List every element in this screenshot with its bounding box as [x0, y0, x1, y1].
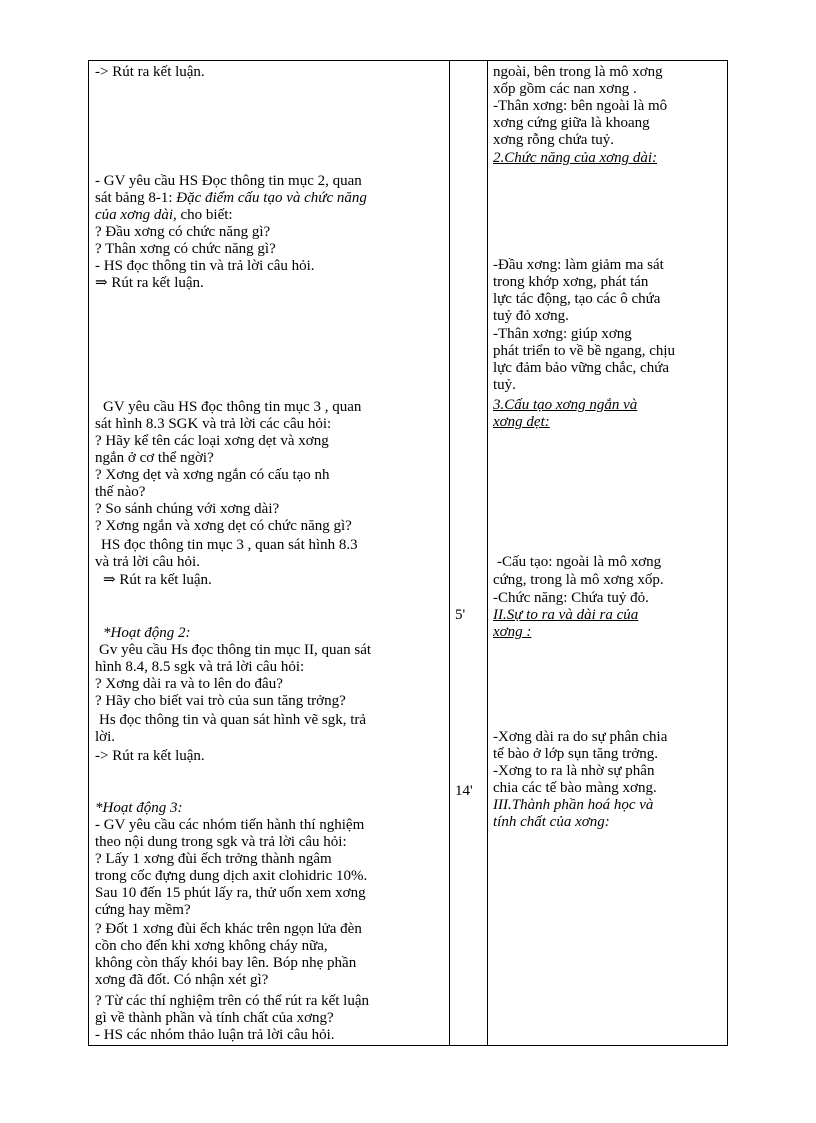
text-line: trong khớp xơng, phát tán — [493, 274, 649, 290]
section-heading: xơng dẹt: — [493, 414, 550, 430]
text-line: -Xơng to ra là nhờ sự phân — [493, 763, 655, 779]
text-line: - GV yêu cầu HS Đọc thông tin mục 2, quan — [95, 173, 362, 189]
text-line: -Thân xơng: giúp xơng — [493, 326, 632, 342]
text-line: chia các tế bào màng xơng. — [493, 780, 657, 796]
text-line: sát hình 8.3 SGK và trả lời các câu hỏi: — [95, 416, 332, 432]
time-value: 5' — [455, 607, 466, 623]
text-line: cứng hay mềm? — [95, 902, 191, 918]
text-line: -Thân xơng: bên ngoài là mô — [493, 98, 668, 114]
activity-heading: *Hoạt động 2: — [103, 625, 191, 641]
section-heading: 2.Chức năng của xơng dài: — [493, 150, 658, 166]
section-heading: II.Sự to ra và dài ra của — [493, 607, 639, 623]
text-line: - GV yêu cầu các nhóm tiến hành thí nghiệm — [95, 817, 365, 833]
text-line: ? Lấy 1 xơng đùi ếch trởng thành ngâm — [95, 851, 332, 867]
text-line: theo nội dung trong sgk và trả lời câu hỏi: — [95, 834, 347, 850]
text-line: lực đảm bảo vững chắc, chứa — [493, 360, 669, 376]
time-value: 14' — [455, 783, 473, 799]
time-column — [449, 61, 488, 1045]
section-heading: xơng : — [493, 624, 532, 640]
text-line: - HS các nhóm thảo luận trả lời câu hỏi. — [95, 1027, 335, 1043]
text-line: -> Rút ra kết luận. — [95, 64, 205, 80]
text-line: ? Xơng dẹt và xơng ngắn có cấu tạo nh — [95, 467, 330, 483]
content-column — [487, 61, 727, 1045]
text-line: ⇒ Rút ra kết luận. — [95, 275, 204, 291]
text-line: Hs đọc thông tin và quan sát hình vẽ sgk, trả — [99, 712, 367, 728]
text-line: ? Từ các thí nghiệm trên có thể rút ra kết luận — [95, 993, 369, 1009]
text-line: của xơng dài, cho biết: — [95, 207, 233, 223]
text-line: lời. — [95, 729, 116, 745]
text-line: ⇒ Rút ra kết luận. — [103, 572, 212, 588]
text-line: ? Đầu xơng có chức năng gì? — [95, 224, 271, 240]
text-line: -Đầu xơng: làm giảm ma sát — [493, 257, 664, 273]
text-line: sát bảng 8-1: Đặc điểm cấu tạo và chức năng — [95, 190, 367, 206]
text-line: tuỷ đỏ xơng. — [493, 308, 569, 324]
text-line: lực tác động, tạo các ô chứa — [493, 291, 661, 307]
text-line: xơng đã đốt. Có nhận xét gì? — [95, 972, 269, 988]
text-line: và trả lời câu hỏi. — [95, 554, 200, 570]
text-line: xơng cứng giữa là khoang — [493, 115, 650, 131]
text-line: GV yêu cầu HS đọc thông tin mục 3 , quan — [103, 399, 362, 415]
section-heading: III.Thành phần hoá học và — [493, 797, 654, 813]
text-line: gì về thành phần và tính chất của xơng? — [95, 1010, 334, 1026]
activity-heading: *Hoạt động 3: — [95, 800, 183, 816]
text-line: thế nào? — [95, 484, 146, 500]
text-line: cứng, trong là mô xơng xốp. — [493, 572, 664, 588]
text-line: ? Đốt 1 xơng đùi ếch khác trên ngọn lửa đèn — [95, 921, 362, 937]
text-line: xơng rỗng chứa tuỷ. — [493, 132, 615, 148]
text-line: ngoài, bên trong là mô xơng — [493, 64, 663, 80]
text-line: tuỷ. — [493, 377, 516, 393]
text-line: Sau 10 đến 15 phút lấy ra, thử uốn xem xơng — [95, 885, 366, 901]
text-line: HS đọc thông tin mục 3 , quan sát hình 8.3 — [101, 537, 358, 553]
text-line: - HS đọc thông tin và trả lời câu hỏi. — [95, 258, 315, 274]
section-heading: tính chất của xơng: — [493, 814, 610, 830]
text-line: ? Xơng ngắn và xơng dẹt có chức năng gì? — [95, 518, 352, 534]
section-heading: 3.Cấu tạo xơng ngắn và — [493, 397, 638, 413]
text-line: tế bào ở lớp sụn tăng trởng. — [493, 746, 659, 762]
text-line: ? Hãy kể tên các loại xơng dẹt và xơng — [95, 433, 329, 449]
lesson-table — [88, 60, 728, 1046]
text-line: -Chức năng: Chứa tuỷ đỏ. — [493, 590, 649, 606]
text-line: trong cốc đựng dung dịch axit clohidric 10%. — [95, 868, 368, 884]
text-line: hình 8.4, 8.5 sgk và trả lời câu hỏi: — [95, 659, 305, 675]
text-line: Gv yêu cầu Hs đọc thông tin mục II, quan sát — [99, 642, 372, 658]
text-line: -Xơng dài ra do sự phân chia — [493, 729, 668, 745]
text-line: không còn thấy khói bay lên. Bóp nhẹ phần — [95, 955, 357, 971]
text-line: phát triển to về bề ngang, chịu — [493, 343, 676, 359]
text-line: ? Xơng dài ra và to lên do đâu? — [95, 676, 283, 692]
text-line: xốp gồm các nan xơng . — [493, 81, 637, 97]
text-line: ? Hãy cho biết vai trò của sun tăng trởng? — [95, 693, 346, 709]
text-line: -Cấu tạo: ngoài là mô xơng — [497, 554, 662, 570]
teacher-student-activities-column — [89, 61, 450, 1045]
text-line: -> Rút ra kết luận. — [95, 748, 205, 764]
text-line: ? Thân xơng có chức năng gì? — [95, 241, 276, 257]
text-line: cồn cho đến khi xơng không cháy nữa, — [95, 938, 328, 954]
text-line: ngắn ở cơ thể ngời? — [95, 450, 214, 466]
text-line: ? So sánh chúng với xơng dài? — [95, 501, 280, 517]
